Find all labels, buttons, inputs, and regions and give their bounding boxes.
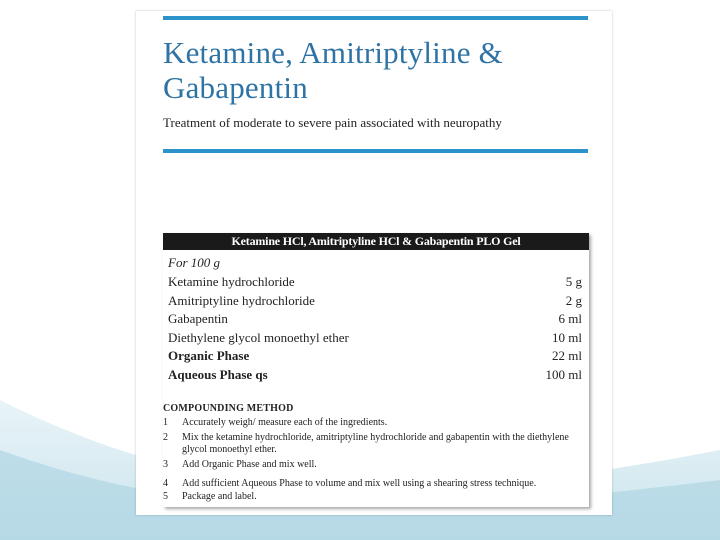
- ingredient-quantity: 22 ml: [552, 348, 582, 364]
- ingredient-quantity: 2 g: [565, 292, 582, 308]
- ingredient-name: Diethylene glycol monoethyl ether: [168, 329, 349, 345]
- document-page: [136, 11, 612, 515]
- step-number: 1: [163, 417, 168, 428]
- step-text: Accurately weigh/ measure each of the ingredients.: [182, 417, 388, 428]
- step-number: 5: [163, 491, 168, 502]
- document-title: Ketamine, Amitriptyline & Gabapentin: [163, 35, 503, 105]
- ingredient-row: [168, 292, 582, 311]
- formula-header: Ketamine HCl, Amitriptyline HCl & Gabapentin PLO Gel: [163, 233, 589, 250]
- step-text: Add sufficient Aqueous Phase to volume and mix well using a shearing stress technique.: [182, 478, 537, 489]
- ingredients-table: [168, 273, 582, 384]
- step-number: 4: [163, 478, 168, 489]
- step-number: 2: [163, 432, 168, 443]
- ingredient-quantity: 10 ml: [552, 329, 582, 345]
- formula-card: [163, 233, 589, 507]
- ingredient-name: Aqueous Phase qs: [168, 366, 268, 382]
- ingredient-name: Organic Phase: [168, 348, 250, 364]
- top-divider: [163, 16, 588, 20]
- method-heading: COMPOUNDING METHOD: [163, 403, 294, 414]
- ingredient-row: [168, 273, 582, 292]
- formula-basis: For 100 g: [168, 255, 220, 270]
- ingredient-row: [168, 347, 582, 366]
- step-number: 3: [163, 459, 168, 470]
- ingredient-name: Gabapentin: [168, 311, 228, 327]
- ingredient-quantity: 6 ml: [558, 311, 582, 327]
- ingredient-row: [168, 329, 582, 348]
- ingredient-name: Ketamine hydrochloride: [168, 274, 295, 290]
- ingredient-name: Amitriptyline hydrochloride: [168, 292, 315, 308]
- ingredient-quantity: 100 ml: [545, 366, 582, 382]
- document-subtitle: Treatment of moderate to severe pain associated with neuropathy: [163, 115, 502, 130]
- bottom-divider: [163, 149, 588, 153]
- ingredient-row: [168, 366, 582, 385]
- step-text: Add Organic Phase and mix well.: [182, 459, 317, 470]
- step-text: Package and label.: [182, 491, 257, 502]
- ingredient-quantity: 5 g: [565, 274, 582, 290]
- step-text: Mix the ketamine hydrochloride, amitriptyline hydrochloride and gabapentin with the diethylene glycol monoethyl ether.: [182, 432, 569, 455]
- ingredient-row: [168, 310, 582, 329]
